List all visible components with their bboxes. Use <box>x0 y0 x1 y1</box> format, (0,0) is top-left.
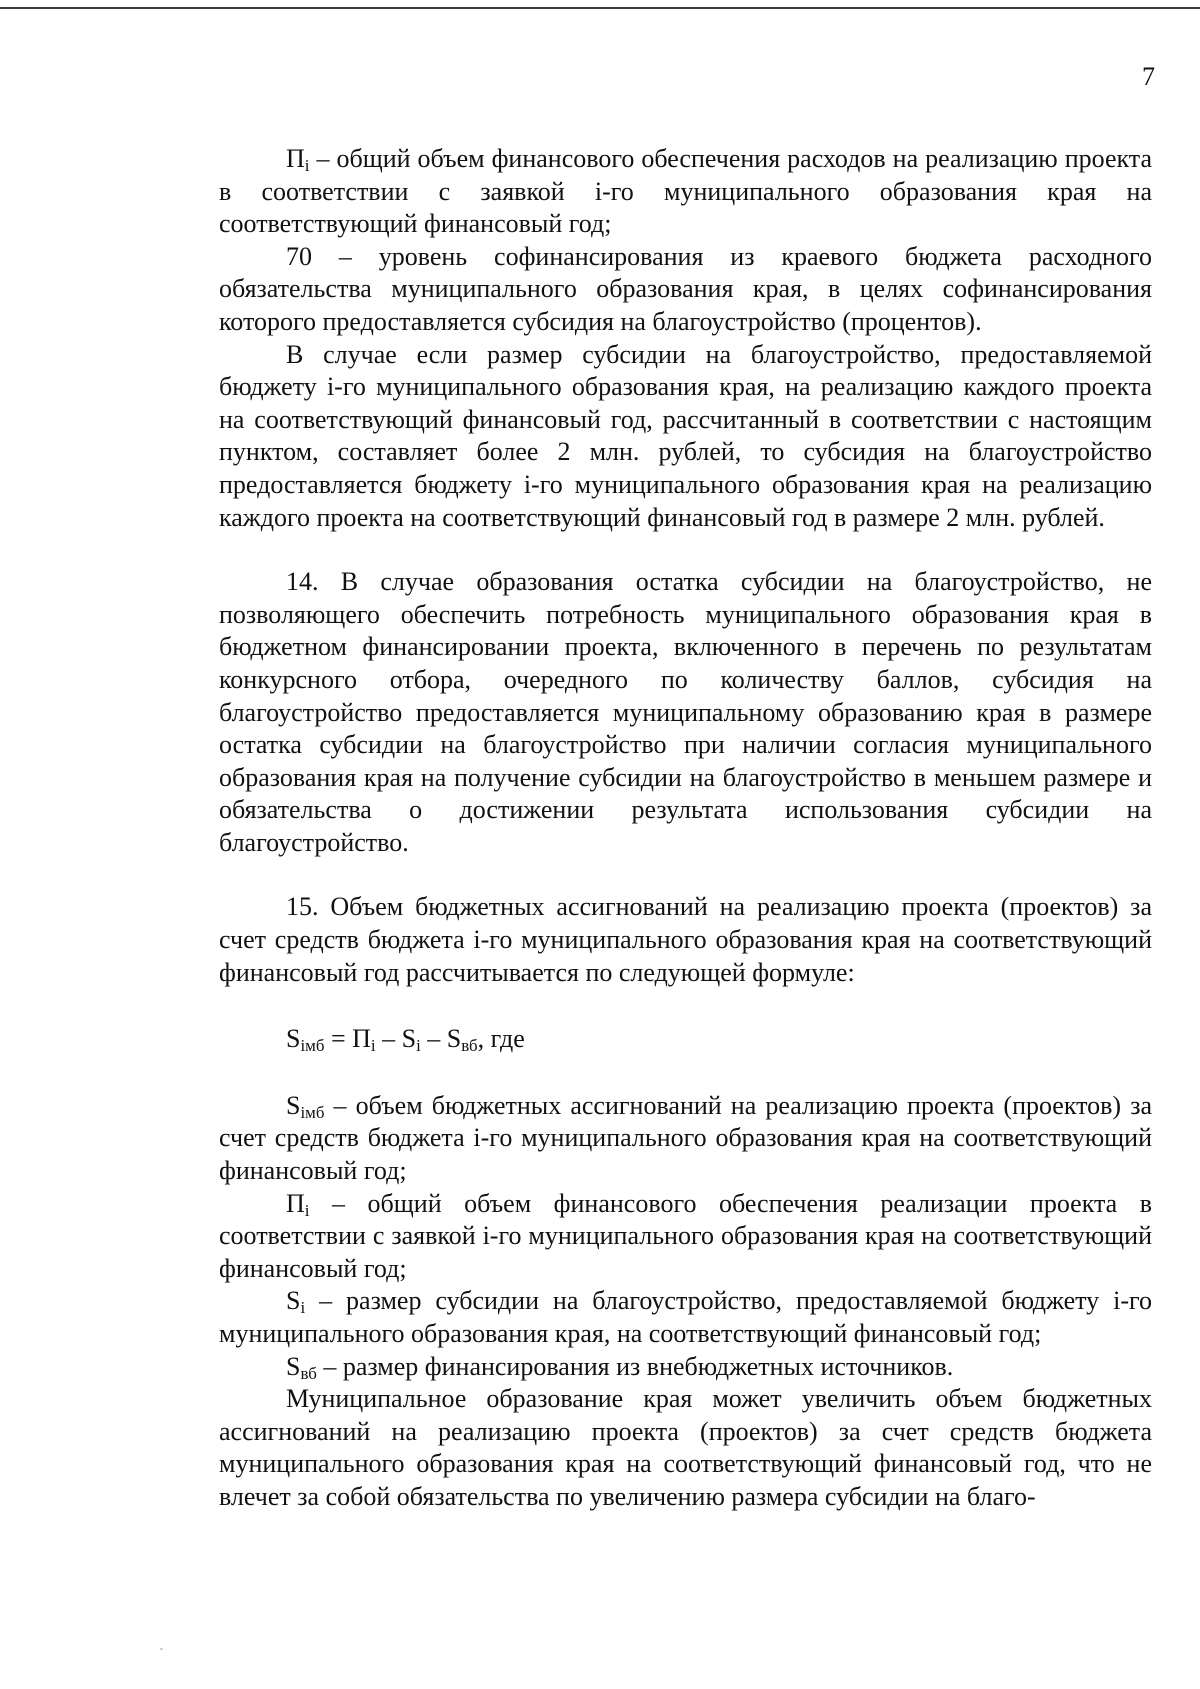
formula-s: S <box>286 1024 301 1054</box>
document-body <box>219 143 1152 1514</box>
paragraph-budget-increase: Муниципальное образование края может увеличить объем бюджетных ассигнований на реализацию проекта (проектов) за счет средств бюджета муниципального образования края на соответствующий финансовый год, что не влечет за собой обязательства по увеличению размера субсидии на благо- <box>219 1384 1152 1511</box>
formula-svb: S <box>446 1024 462 1054</box>
definition-simb <box>219 1090 1152 1188</box>
definition-svb <box>219 1351 1152 1384</box>
symbol-p-subscript: i <box>304 156 310 176</box>
formula-si-subscript: i <box>416 1036 421 1056</box>
definition-pi <box>219 1188 1152 1286</box>
top-rule <box>0 7 1200 9</box>
paragraph-15: 15. Объем бюджетных ассигнований на реализацию проекта (проектов) за счет средств бюджета i-го муниципального образования края на соответствующий финансовый год рассчитывается по следующей формуле: <box>219 892 1152 987</box>
symbol-s: S <box>286 1286 301 1316</box>
symbol-s-subscript: iмб <box>300 1103 325 1123</box>
symbol-s: S <box>286 1090 301 1120</box>
symbol-p: П <box>286 144 305 173</box>
definition-text: – размер финансирования из внебюджетных источников. <box>316 1351 954 1381</box>
definition-text: – общий объем финансового обеспечения реализации проекта в соответствии с заявкой i-го муниципального образования края на соответствующий финансовый год; <box>219 1188 1152 1283</box>
formula-s-subscript: iмб <box>300 1036 325 1056</box>
definition-text: – размер субсидии на благоустройство, предоставляемой бюджету i-го муниципального образования края, на соответствующий финансовый год; <box>219 1286 1152 1348</box>
formula-tail: , где <box>477 1024 525 1054</box>
symbol-s-subscript: вб <box>300 1363 317 1383</box>
paragraph-14: 14. В случае образования остатка субсидии на благоустройство, не позволяющего обеспечить потребность муниципального образования края в бюджетном финансировании проекта, включенного в перечень по результатам конкурсного отбора, очередного по количеству баллов, субсидия на благоустройство предоставляется муниципальному образованию края в размере остатка субсидии на благоустройство при наличии согласия муниципального образования края на получение субсидии на благоустройство в меньшем размере и обязательства о достижении результата использования субсидии на благоустройство. <box>219 567 1152 857</box>
formula-svb-subscript: вб <box>461 1036 478 1056</box>
paragraph-cofinancing-level: 70 – уровень софинансирования из краевого бюджета расходного обязательства муниципального образования края, в целях софинансирования которого предоставляется субсидия на благоустройство (процентов). <box>219 241 1152 336</box>
page-number: 7 <box>1142 62 1155 91</box>
formula-si: S <box>401 1024 417 1054</box>
formula-p-subscript: i <box>370 1036 376 1056</box>
paragraph-subsidy-cap: В случае если размер субсидии на благоустройство, предоставляемой бюджету i-го муниципального образования края, на реализацию каждого проекта на соответствующий финансовый год, рассчитанный в соответствии с настоящим пунктом, составляет более 2 млн. рублей, то субсидия на благоустройство предоставляется бюджету i-го муниципального образования края на реализацию каждого проекта на соответствующий финансовый год в размере 2 млн. рублей. <box>219 339 1152 532</box>
formula <box>286 1023 1152 1056</box>
formula-p: П <box>352 1024 371 1054</box>
definition-si <box>219 1285 1152 1350</box>
formula-minus: – <box>375 1024 402 1054</box>
paragraph-text: – общий объем финансового обеспечения расходов на реализацию проекта в соответствии с заявкой i-го муниципального образования края на соответствующий финансовый год; <box>219 144 1152 239</box>
symbol-s-subscript: i <box>300 1298 306 1318</box>
formula-minus: – <box>420 1024 447 1054</box>
definition-text: – объем бюджетных ассигнований на реализацию проекта (проектов) за счет средств бюджета i-го муниципального образования края на соответствующий финансовый год; <box>219 1090 1152 1186</box>
symbol-s: S <box>286 1351 301 1381</box>
symbol-p: П <box>286 1188 305 1218</box>
paragraph-pi-definition <box>219 143 1152 241</box>
formula-equals: = <box>324 1024 353 1054</box>
symbol-p-subscript: i <box>304 1200 310 1220</box>
scan-artifact <box>160 1648 163 1650</box>
